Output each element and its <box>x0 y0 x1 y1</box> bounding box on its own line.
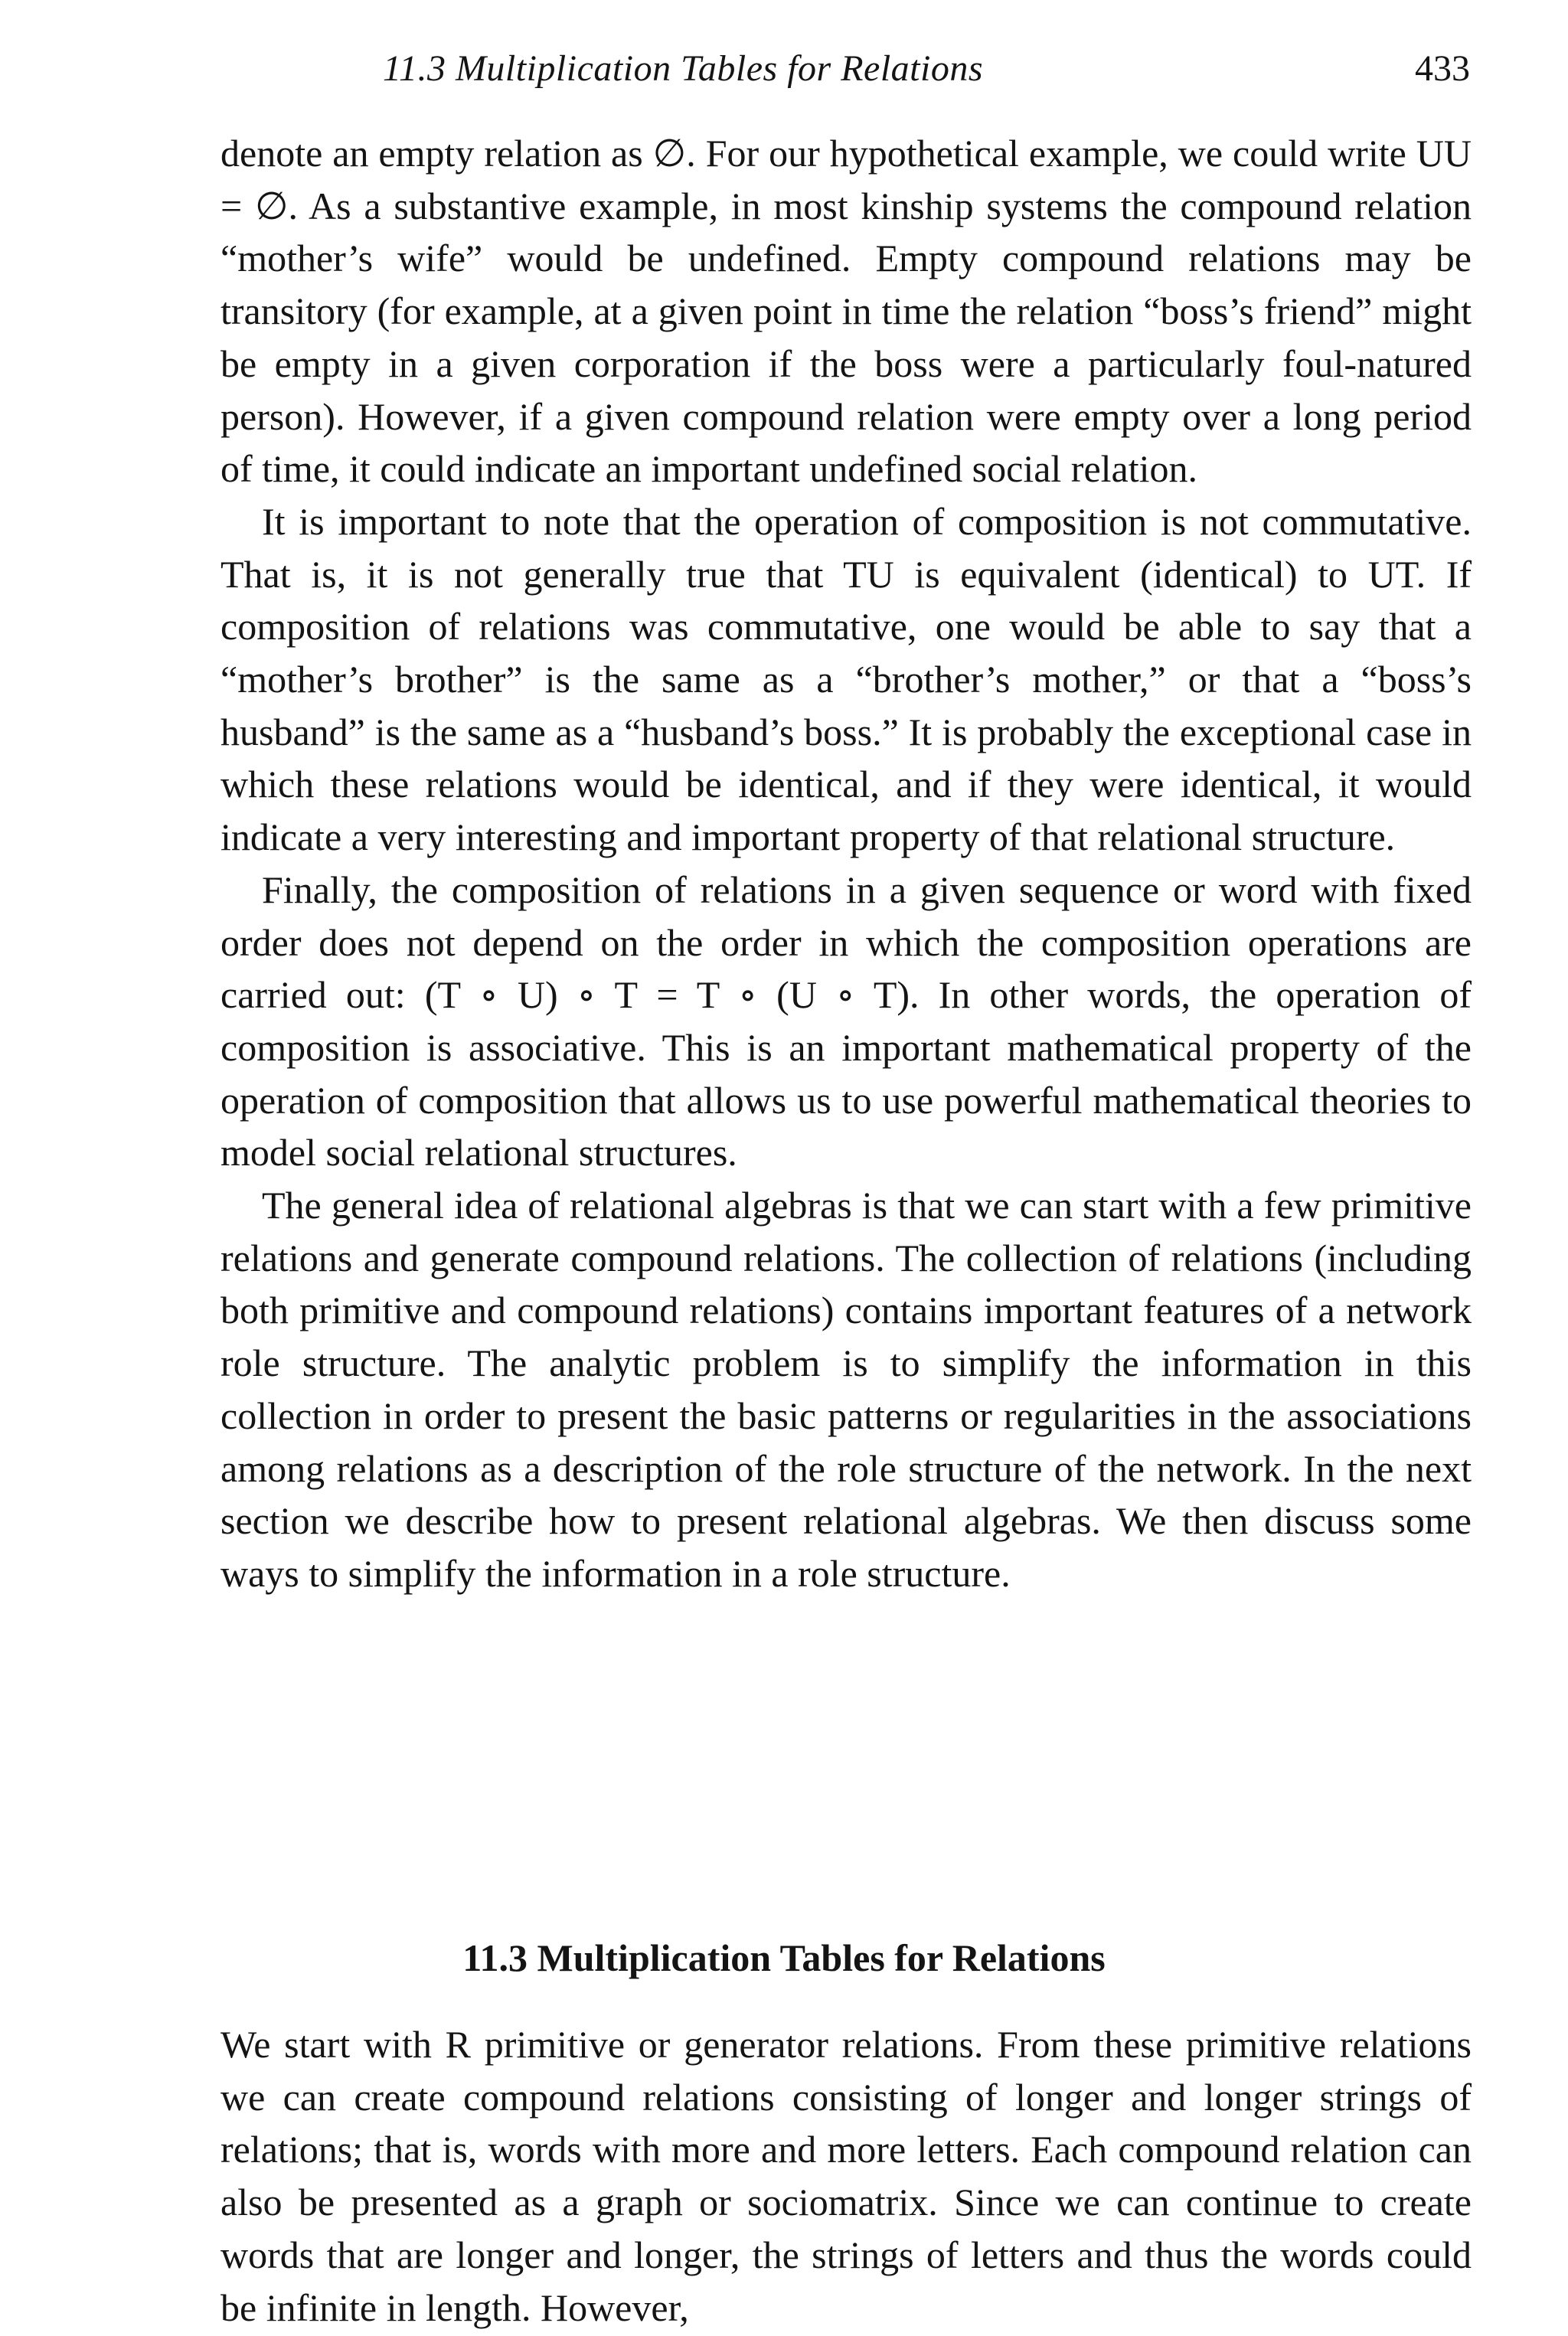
section-text <box>220 2018 1472 2334</box>
running-head: 11.3 Multiplication Tables for Relations <box>383 48 984 89</box>
paragraph-relational-algebras: The general idea of relational algebras is that we can start with a few primitive relations and generate compound relations. The collection of relations (including both primitive and compound relations) contains important features of a network role structure. The analytic problem is to simplify the information in this collection in order to present the basic patterns or regularities in the associations among relations as a description of the role structure of the network. In the next section we describe how to present relational algebras. We then discuss some ways to simplify the information in a role structure. <box>220 1184 1472 1595</box>
paragraph-primitive-relations: We start with R primitive or generator relations. From these primitive relations we can create compound relations consisting of longer and longer strings of relations; that is, words with more and more letters. Each compound relation can also be presented as a graph or sociomatrix. Since we can continue to create words that are longer and longer, the strings of letters and thus the words could be infinite in length. However, <box>220 2023 1472 2329</box>
main-text <box>220 127 1472 1600</box>
paragraph-commutativity: It is important to note that the operation of composition is not commutative. That is, it is not generally true that TU is equivalent (identical) to UT. If composition of relations was commutative, one would be able to say that a “mother’s brother” is the same as a “brother’s mother,” or that a “boss’s husband” is the same as a “husband’s boss.” It is probably the exceptional case in which these relations would be identical, and if they were identical, it would indicate a very interesting and important property of that relational structure. <box>220 499 1472 859</box>
section-heading: 11.3 Multiplication Tables for Relations <box>462 1936 1106 1979</box>
paragraph-associativity: Finally, the composition of relations in a given sequence or word with fixed order does not depend on the order in which the composition operations are carried out: (T ∘ U) ∘ T = T ∘ (U ∘ T). In other words, the operation of composition is associative. This is an important mathematical property of the operation of composition that allows us to use powerful mathematical theories to model social relational structures. <box>220 867 1472 1175</box>
paragraph-empty-relations: denote an empty relation as ∅. For our hypothetical example, we could write UU = ∅. As a substantive example, in most kinship systems the compound relation “mother’s wife” would be undefined. Empty compound relations may be transitory (for example, at a given point in time the relation “boss’s friend” might be empty in a given corporation if the boss were a particularly foul-natured person). However, if a given compound relation were empty over a long period of time, it could indicate an important undefined social relation. <box>220 132 1472 491</box>
page-number: 433 <box>1415 48 1470 89</box>
